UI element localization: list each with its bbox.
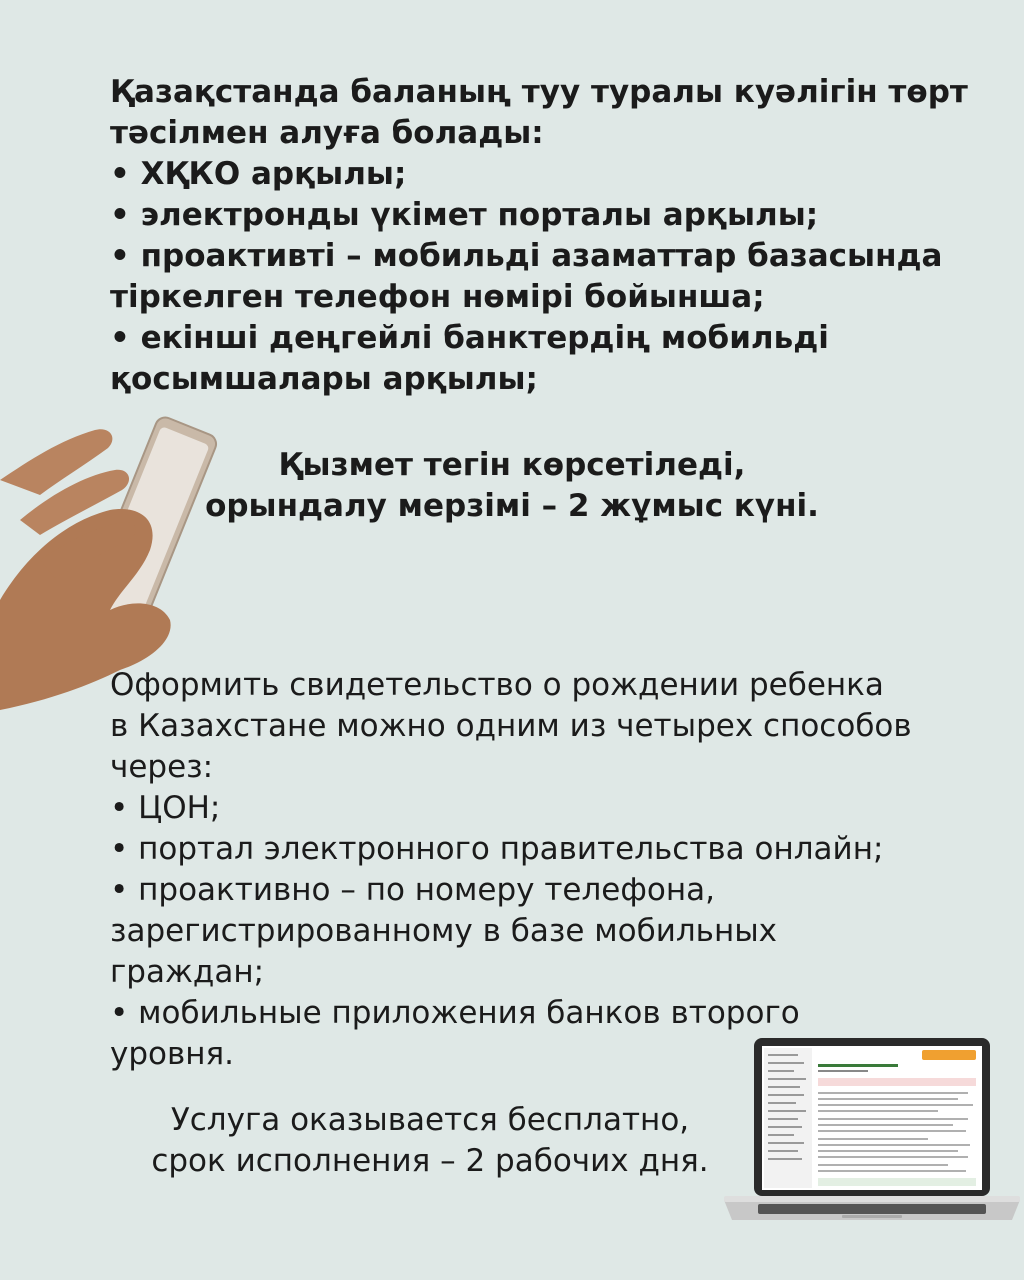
ru-bullet-3-cont-1: зарегистрированному в базе мобильных [110, 913, 778, 949]
kz-footer-line-1: Қызмет тегін көрсетіледі, [278, 447, 746, 483]
kz-bullet-4: • екінші деңгейлі банктердің мобильді [110, 318, 970, 359]
kazakh-footer [0, 445, 1024, 527]
kz-bullet-2: • электронды үкімет порталы арқылы; [110, 195, 970, 236]
kz-bullet-1: • ХҚКО арқылы; [110, 154, 970, 195]
kz-bullet-4-cont: қосымшалары арқылы; [110, 361, 538, 397]
kazakh-intro-block [110, 72, 970, 400]
ru-bullet-4: • мобильные приложения банков второго [110, 993, 970, 1034]
ru-intro-line-3: через: [110, 749, 214, 785]
russian-intro-block [110, 665, 970, 1075]
ru-footer-line-1: Услуга оказывается бесплатно, [170, 1102, 690, 1138]
kz-intro-line-2: тәсілмен алуға болады: [110, 115, 544, 151]
kz-intro-line-1: Қазақстанда баланың туу туралы куәлігін төрт [110, 74, 968, 110]
kz-bullet-3: • проактивті – мобильді азаматтар базасында [110, 236, 970, 277]
kz-bullet-3-cont: тіркелген телефон нөмірі бойынша; [110, 279, 765, 315]
ru-bullet-2: • портал электронного правительства онлайн; [110, 829, 970, 870]
ru-bullet-3: • проактивно – по номеру телефона, [110, 870, 970, 911]
ru-bullet-3-cont-2: граждан; [110, 954, 265, 990]
ru-intro-line-2: в Казахстане можно одним из четырех способов [110, 708, 912, 744]
ru-footer-line-2: срок исполнения – 2 рабочих дня. [151, 1143, 709, 1179]
ru-intro-line-1: Оформить свидетельство о рождении ребенка [110, 667, 884, 703]
kz-footer-line-2: орындалу мерзімі – 2 жұмыс күні. [205, 488, 819, 524]
ru-bullet-4-cont: уровня. [110, 1036, 235, 1072]
ru-bullet-1: • ЦОН; [110, 788, 970, 829]
laptop-with-egov-page-icon [722, 1036, 1022, 1236]
